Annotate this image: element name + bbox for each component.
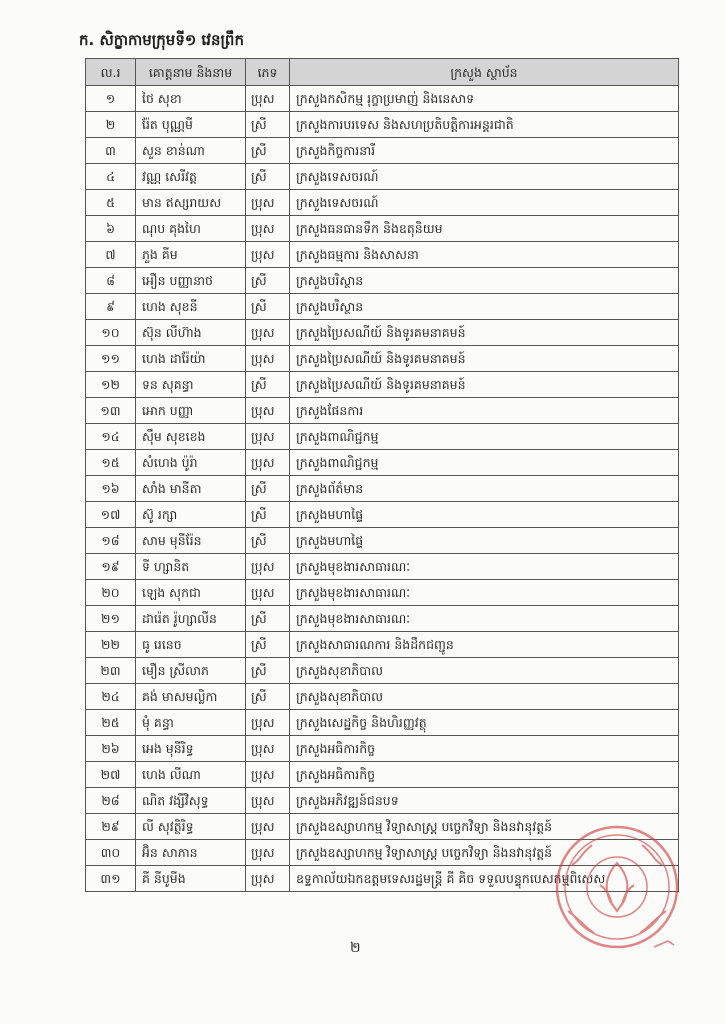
cell-name: ឡេង សុកជា xyxy=(136,580,246,606)
table-row xyxy=(86,736,679,762)
cell-ministry: ក្រសួងទេសចរណ៍ xyxy=(290,164,679,190)
cell-number: ១៦ xyxy=(86,476,136,502)
cell-sex: ប្រុស xyxy=(246,554,290,580)
cell-sex: ប្រុស xyxy=(246,580,290,606)
cell-ministry: ក្រសួងឧស្សាហកម្ម វិទ្យាសាស្ត្រ បច្ចេកវិទ្យា និងនវានុវត្តន៍ xyxy=(290,840,679,866)
cell-name: ស៊ឹម សុខខេង xyxy=(136,424,246,450)
cell-sex: ស្រី xyxy=(246,632,290,658)
cell-ministry: ក្រសួងសាធារណការ និងដឹកជញ្ជូន xyxy=(290,632,679,658)
cell-name: ភួង គីម xyxy=(136,242,246,268)
cell-name: គី នីបូមីង xyxy=(136,866,246,892)
cell-ministry: ក្រសួងអធិការកិច្ច xyxy=(290,736,679,762)
cell-name: មុំ គន្ធា xyxy=(136,710,246,736)
cell-name: អ៊ិន សាភាន xyxy=(136,840,246,866)
cell-sex: ស្រី xyxy=(246,372,290,398)
table-row xyxy=(86,684,679,710)
cell-number: ១៥ xyxy=(86,450,136,476)
cell-number: ៣០ xyxy=(86,840,136,866)
cell-ministry: ក្រសួងអភិវឌ្ឍន៍ជនបទ xyxy=(290,788,679,814)
table-row xyxy=(86,268,679,294)
cell-sex: ប្រុស xyxy=(246,320,290,346)
cell-ministry: ក្រសួងសុខាភិបាល xyxy=(290,684,679,710)
cell-number: ២៧ xyxy=(86,762,136,788)
cell-sex: ប្រុស xyxy=(246,814,290,840)
cell-number: ១ xyxy=(86,86,136,112)
cell-ministry: ក្រសួងមុខងារសាធារណៈ xyxy=(290,606,679,632)
cell-number: ៩ xyxy=(86,294,136,320)
cell-sex: ប្រុស xyxy=(246,450,290,476)
cell-number: ៨ xyxy=(86,268,136,294)
cell-sex: ប្រុស xyxy=(246,710,290,736)
cell-ministry: ក្រសួងអធិការកិច្ច xyxy=(290,762,679,788)
cell-ministry: ក្រសួងកិច្ចការនារី xyxy=(290,138,679,164)
cell-number: ២៦ xyxy=(86,736,136,762)
cell-number: ២៨ xyxy=(86,788,136,814)
table-row xyxy=(86,580,679,606)
cell-sex: ប្រុស xyxy=(246,866,290,892)
cell-sex: ប្រុស xyxy=(246,840,290,866)
table-row xyxy=(86,710,679,736)
cell-ministry: ក្រសួងប្រៃសណីយ៍ និងទូរគមនាគមន៍ xyxy=(290,372,679,398)
cell-sex: ប្រុស xyxy=(246,346,290,372)
cell-number: ១៧ xyxy=(86,502,136,528)
table-row xyxy=(86,216,679,242)
table-row xyxy=(86,346,679,372)
cell-number: ២១ xyxy=(86,606,136,632)
section-heading: ក. សិក្ខាកាមក្រុមទី១ វេនព្រឹក xyxy=(79,31,244,49)
cell-sex: ប្រុស xyxy=(246,398,290,424)
cell-ministry: ក្រសួងទេសចរណ៍ xyxy=(290,190,679,216)
cell-name: គង់ មាសមល្លិកា xyxy=(136,684,246,710)
cell-ministry: ក្រសួងសេដ្ឋកិច្ច និងហិរញ្ញវត្ថុ xyxy=(290,710,679,736)
cell-ministry: ក្រសួងពាណិជ្ជកម្ម xyxy=(290,424,679,450)
cell-number: ៤ xyxy=(86,164,136,190)
table-row xyxy=(86,450,679,476)
table-row xyxy=(86,372,679,398)
cell-ministry: ក្រសួងការបរទេស និងសហប្រតិបត្តិការអន្តរជាតិ xyxy=(290,112,679,138)
cell-number: ១២ xyxy=(86,372,136,398)
table-row xyxy=(86,242,679,268)
cell-ministry: ក្រសួងមហាផ្ទៃ xyxy=(290,502,679,528)
cell-name: ហេង ដារ៉ែយ៉ា xyxy=(136,346,246,372)
cell-name: អោក បញ្ញា xyxy=(136,398,246,424)
table-row xyxy=(86,164,679,190)
cell-sex: ស្រី xyxy=(246,658,290,684)
cell-sex: ប្រុស xyxy=(246,762,290,788)
cell-sex: ប្រុស xyxy=(246,86,290,112)
cell-sex: ប្រុស xyxy=(246,216,290,242)
table-row xyxy=(86,190,679,216)
table-row xyxy=(86,658,679,684)
table-row xyxy=(86,554,679,580)
column-header-sex: ភេទ xyxy=(246,59,290,86)
cell-sex: ស្រី xyxy=(246,294,290,320)
cell-number: ៦ xyxy=(86,216,136,242)
cell-name: លី សុវត្ថិរិទ្ធ xyxy=(136,814,246,840)
cell-sex: ស្រី xyxy=(246,476,290,502)
cell-name: សាម មុនីរ៉ែន xyxy=(136,528,246,554)
cell-ministry: ក្រសួងបរិស្ថាន xyxy=(290,294,679,320)
cell-ministry: ក្រសួងសុខាភិបាល xyxy=(290,658,679,684)
table-row xyxy=(86,762,679,788)
cell-number: ១១ xyxy=(86,346,136,372)
cell-name: ហេង លីណា xyxy=(136,762,246,788)
page-number: ២ xyxy=(350,940,361,956)
table-header-row xyxy=(86,59,679,86)
cell-name: ទី ហ្សានិត xyxy=(136,554,246,580)
cell-ministry: ឧទ្ទកាល័យឯកឧត្តមទេសរដ្ឋមន្ត្រី គី គិច ទទួលបន្ទុកបេសកម្មពិសេស xyxy=(290,866,679,892)
cell-sex: ស្រី xyxy=(246,112,290,138)
table-row xyxy=(86,814,679,840)
table-row xyxy=(86,138,679,164)
cell-ministry: ក្រសួងមហាផ្ទៃ xyxy=(290,528,679,554)
cell-ministry: ក្រសួងព័ត៌មាន xyxy=(290,476,679,502)
cell-number: ២៩ xyxy=(86,814,136,840)
cell-name: ស៊ូ រក្សា xyxy=(136,502,246,528)
cell-sex: ប្រុស xyxy=(246,788,290,814)
cell-ministry: ក្រសួងធនធានទឹក និងឧតុនិយម xyxy=(290,216,679,242)
cell-ministry: ក្រសួងផែនការ xyxy=(290,398,679,424)
table-row xyxy=(86,866,679,892)
cell-number: ៣ xyxy=(86,138,136,164)
cell-number: ១៩ xyxy=(86,554,136,580)
cell-name: សាំង មានីតា xyxy=(136,476,246,502)
cell-name: អេង មុនីរិទ្ធ xyxy=(136,736,246,762)
cell-name: សួន ខាន់ណា xyxy=(136,138,246,164)
column-header-name: គោត្តនាម និងនាម xyxy=(136,59,246,86)
table-body xyxy=(86,86,679,892)
table-row xyxy=(86,528,679,554)
cell-ministry: ក្រសួងធម្មការ និងសាសនា xyxy=(290,242,679,268)
cell-sex: ស្រី xyxy=(246,502,290,528)
cell-name: ស៊ុន លីហ៊ាង xyxy=(136,320,246,346)
cell-name: អឿន បញ្ញានាថ xyxy=(136,268,246,294)
cell-sex: ស្រី xyxy=(246,684,290,710)
cell-name: ណុប គុងហៃ xyxy=(136,216,246,242)
table-row xyxy=(86,294,679,320)
cell-number: ២០ xyxy=(86,580,136,606)
cell-number: ៥ xyxy=(86,190,136,216)
cell-sex: ប្រុស xyxy=(246,242,290,268)
cell-ministry: ក្រសួងមុខងារសាធារណៈ xyxy=(290,554,679,580)
cell-name: មឿន ស្រីលាភ xyxy=(136,658,246,684)
cell-number: ១៣ xyxy=(86,398,136,424)
cell-sex: ស្រី xyxy=(246,606,290,632)
cell-ministry: ក្រសួងមុខងារសាធារណៈ xyxy=(290,580,679,606)
cell-ministry: ក្រសួងកសិកម្ម រុក្ខាប្រមាញ់ និងនេសាទ xyxy=(290,86,679,112)
cell-sex: ស្រី xyxy=(246,164,290,190)
table-row xyxy=(86,112,679,138)
cell-ministry: ក្រសួងបរិស្ថាន xyxy=(290,268,679,294)
cell-ministry: ក្រសួងពាណិជ្ជកម្ម xyxy=(290,450,679,476)
cell-name: សំហេង ប៉ូរ៉ា xyxy=(136,450,246,476)
cell-name: វណ្ណ សេរីវត្ត xyxy=(136,164,246,190)
cell-number: ២៣ xyxy=(86,658,136,684)
cell-name: ហេង សុខនី xyxy=(136,294,246,320)
cell-ministry: ក្រសួងឧស្សាហកម្ម វិទ្យាសាស្ត្រ បច្ចេកវិទ្យា និងនវានុវត្តន៍ xyxy=(290,814,679,840)
cell-name: រ៉ែត បុណ្ណមី xyxy=(136,112,246,138)
cell-number: ២៥ xyxy=(86,710,136,736)
cell-name: ទន សុគន្ធា xyxy=(136,372,246,398)
cell-ministry: ក្រសួងប្រៃសណីយ៍ និងទូរគមនាគមន៍ xyxy=(290,320,679,346)
cell-sex: ប្រុស xyxy=(246,424,290,450)
cell-sex: ប្រុស xyxy=(246,736,290,762)
cell-name: ដារ៉េត រ៉ូហ្សាលីន xyxy=(136,606,246,632)
cell-sex: ស្រី xyxy=(246,268,290,294)
cell-number: ៣១ xyxy=(86,866,136,892)
cell-number: ២៤ xyxy=(86,684,136,710)
cell-name: ធូ រេនេច xyxy=(136,632,246,658)
cell-number: ១០ xyxy=(86,320,136,346)
cell-number: ៧ xyxy=(86,242,136,268)
table-row xyxy=(86,606,679,632)
cell-number: ១៤ xyxy=(86,424,136,450)
table-row xyxy=(86,840,679,866)
cell-number: ២ xyxy=(86,112,136,138)
table-row xyxy=(86,632,679,658)
cell-name: ណិត វង្សីវិសុទ្ធ xyxy=(136,788,246,814)
cell-sex: ប្រុស xyxy=(246,190,290,216)
column-header-number: ល.រ xyxy=(86,59,136,86)
table-row xyxy=(86,398,679,424)
cell-name: ថៃ សុខា xyxy=(136,86,246,112)
table-row xyxy=(86,424,679,450)
column-header-ministry: ក្រសួង ស្ថាប័ន xyxy=(290,59,679,86)
cell-number: ១៨ xyxy=(86,528,136,554)
cell-number: ២២ xyxy=(86,632,136,658)
table-row xyxy=(86,86,679,112)
table-row xyxy=(86,476,679,502)
cell-sex: ស្រី xyxy=(246,528,290,554)
cell-sex: ស្រី xyxy=(246,138,290,164)
table-row xyxy=(86,788,679,814)
cell-ministry: ក្រសួងប្រៃសណីយ៍ និងទូរគមនាគមន៍ xyxy=(290,346,679,372)
cell-name: មាន ឥស្សរាយស xyxy=(136,190,246,216)
table-row xyxy=(86,502,679,528)
table-row xyxy=(86,320,679,346)
participant-table xyxy=(85,58,679,892)
